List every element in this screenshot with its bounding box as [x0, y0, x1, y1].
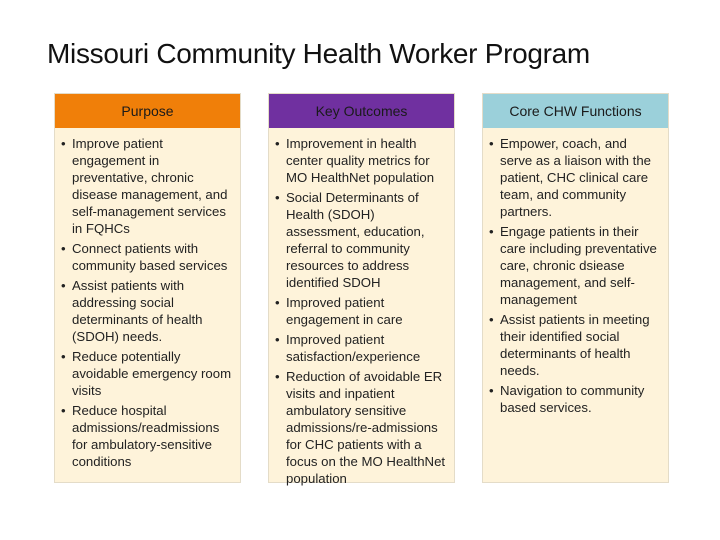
core-functions-header: Core CHW Functions — [483, 94, 668, 128]
list-item: • Improved patient engagement in care — [286, 294, 448, 331]
list-item: • Engage patients in their care including preventative care, chronic dsiease management, and self-management — [500, 223, 662, 311]
key-outcomes-header: Key Outcomes — [269, 94, 454, 128]
list-item: • Reduce hospital admissions/readmissions for ambulatory-sensitive conditions — [72, 402, 234, 473]
list-item: • Improve patient engagement in preventative, chronic disease management, and self-management services in FQHCs — [72, 135, 234, 240]
slide-title: Missouri Community Health Worker Program — [47, 38, 590, 69]
list-item: • Improvement in health center quality metrics for MO HealthNet population — [286, 135, 448, 189]
purpose-list — [55, 128, 240, 473]
core-functions-list — [483, 128, 668, 419]
core-functions-column — [482, 93, 669, 483]
list-item: • Improved patient satisfaction/experience — [286, 331, 448, 368]
list-item: • Navigation to community based services. — [500, 382, 662, 419]
key-outcomes-list — [269, 128, 454, 490]
list-item: • Assist patients with addressing social determinants of health (SDOH) needs. — [72, 277, 234, 348]
list-item: • Reduction of avoidable ER visits and inpatient ambulatory sensitive admissions/re-admissions for CHC patients with a focus on the MO HealthNet population — [286, 368, 448, 490]
list-item: • Empower, coach, and serve as a liaison with the patient, CHC clinical care team, and community partners. — [500, 135, 662, 223]
list-item: • Connect patients with community based services — [72, 240, 234, 277]
list-item: • Reduce potentially avoidable emergency room visits — [72, 348, 234, 402]
list-item: • Social Determinants of Health (SDOH) assessment, education, referral to community resources to address identified SDOH — [286, 189, 448, 294]
list-item: • Assist patients in meeting their identified social determinants of health needs. — [500, 311, 662, 382]
purpose-header: Purpose — [55, 94, 240, 128]
key-outcomes-column — [268, 93, 455, 486]
purpose-column — [54, 93, 241, 483]
